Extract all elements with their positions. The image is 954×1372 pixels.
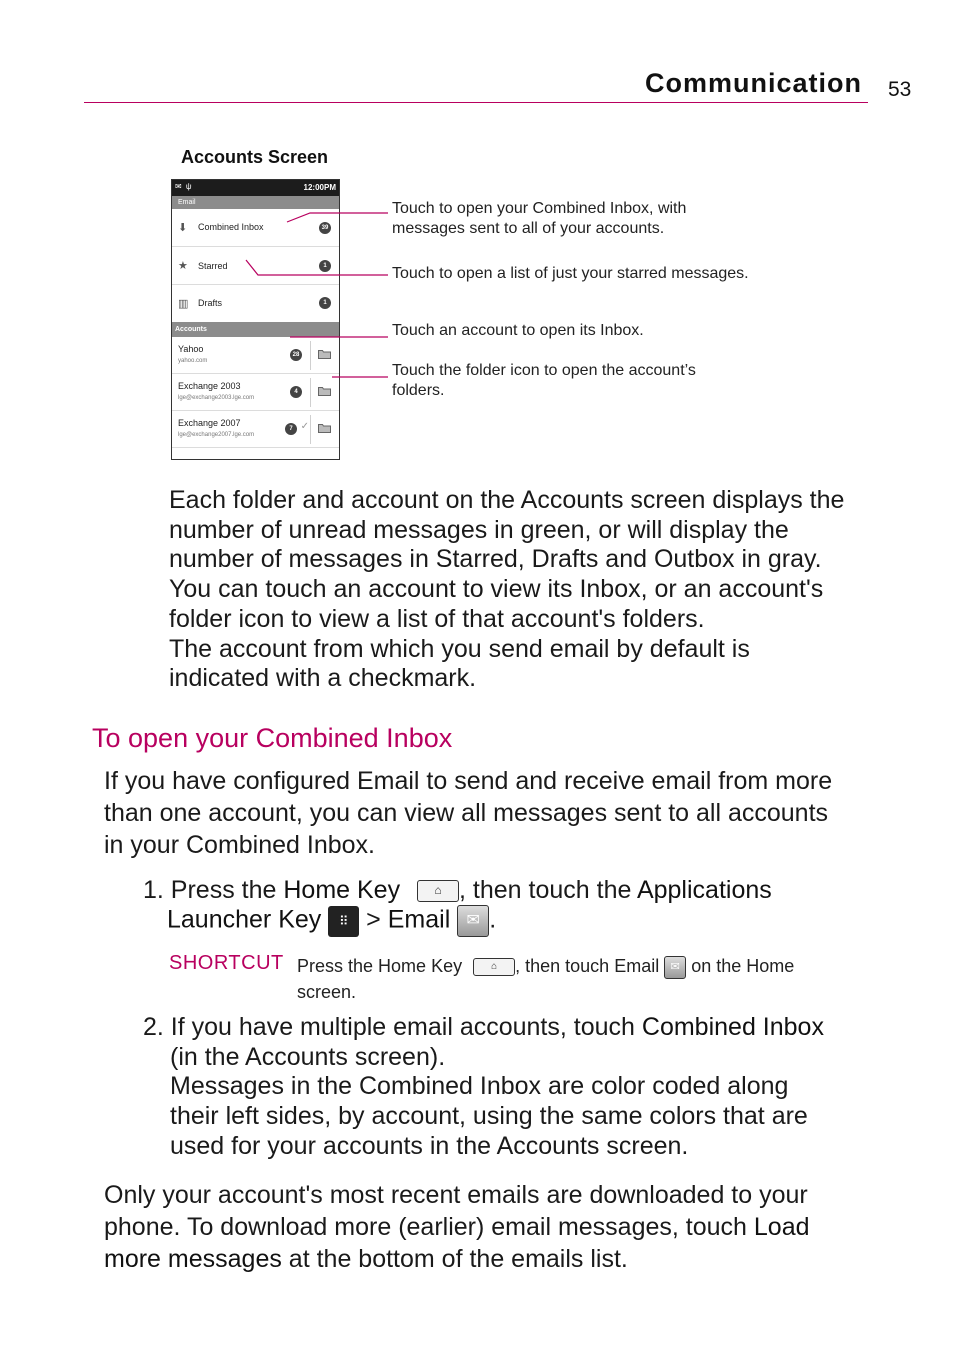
accounts-section-header: Accounts bbox=[172, 322, 339, 337]
inbox-icon: ⬇ bbox=[178, 222, 188, 234]
callout-lines bbox=[240, 200, 400, 390]
status-time: 12:00PM bbox=[303, 183, 336, 192]
callout-folder: Touch the folder icon to open the account’s folders. bbox=[392, 362, 696, 399]
account-name: Exchange 2003 bbox=[178, 381, 241, 391]
step-text: 1. Press the bbox=[143, 876, 284, 904]
step-text: . bbox=[489, 905, 497, 934]
load-more-label: Load bbox=[753, 1213, 810, 1241]
account-row-exchange-2007 bbox=[172, 411, 339, 448]
default-account-checkmark-icon: ✓ bbox=[300, 421, 309, 432]
account-address: lge@exchange2003.lge.com bbox=[178, 395, 255, 401]
account-address: yahoo.com bbox=[178, 358, 208, 364]
step-2 bbox=[143, 1013, 824, 1162]
drafts-icon: ▥ bbox=[178, 298, 189, 310]
step-text: > bbox=[359, 905, 388, 934]
text-line: indicated with a checkmark. bbox=[169, 664, 477, 693]
row-label: Drafts bbox=[198, 298, 223, 308]
section-heading: To open your Combined Inbox bbox=[92, 723, 453, 753]
status-bar bbox=[172, 180, 339, 196]
applications-label: Applications bbox=[636, 876, 772, 904]
email-app-icon: ✉ bbox=[664, 956, 686, 979]
app-title-bar: Email bbox=[172, 196, 339, 209]
text-line: in your Combined Inbox. bbox=[104, 831, 375, 859]
step-1-line-2 bbox=[167, 905, 496, 937]
star-icon: ★ bbox=[178, 260, 188, 272]
step-text: , then touch the bbox=[459, 876, 637, 904]
download-paragraph bbox=[104, 1179, 810, 1275]
home-key-icon: ⌂ bbox=[417, 880, 459, 902]
text-line: used for your accounts in the Accounts screen. bbox=[170, 1131, 689, 1160]
text-line: You can touch an account to view its Inbox, or an account's bbox=[169, 575, 824, 604]
load-more-label: more messages bbox=[104, 1245, 282, 1273]
shortcut-text bbox=[297, 953, 857, 1005]
step-text: 2. If you have multiple email accounts, touch bbox=[143, 1013, 642, 1041]
text-line: their left sides, by account, using the same colors that are bbox=[170, 1102, 808, 1131]
section-title: Communication bbox=[645, 68, 863, 98]
callout-starred: Touch to open a list of just your starred messages. bbox=[392, 265, 749, 282]
text-line: Only your account's most recent emails are downloaded to your bbox=[104, 1181, 808, 1209]
callout-combined-inbox: Touch to open your Combined Inbox, with messages sent to all of your accounts. bbox=[392, 200, 687, 237]
unread-count-badge: 39 bbox=[319, 222, 331, 234]
callout-account: Touch an account to open its Inbox. bbox=[392, 322, 644, 339]
text-line: Messages in the Combined Inbox are color coded along bbox=[170, 1072, 789, 1101]
home-key-label: Home Key bbox=[378, 956, 463, 976]
step-1-line-1 bbox=[143, 876, 772, 906]
text-line: number of messages in Starred, Drafts and Outbox in gray. bbox=[169, 545, 822, 574]
text-part: at the bottom of the emails list. bbox=[281, 1245, 628, 1273]
callout-line-starred bbox=[246, 260, 388, 275]
account-name: Exchange 2007 bbox=[178, 418, 241, 428]
shortcut-text-part: on the Home bbox=[686, 956, 795, 976]
folder-icon bbox=[318, 423, 331, 433]
intro-paragraph bbox=[169, 486, 844, 694]
text-line: (in the Accounts screen). bbox=[170, 1042, 446, 1071]
divider bbox=[310, 415, 311, 444]
shortcut-text-part: screen. bbox=[297, 982, 357, 1002]
count-badge: 1 bbox=[319, 297, 331, 309]
page-number: 53 bbox=[888, 78, 912, 101]
shortcut-label: SHORTCUT bbox=[169, 952, 284, 974]
status-icons: ✉ ψ bbox=[175, 182, 193, 191]
home-key-icon: ⌂ bbox=[473, 958, 515, 976]
text-line: Each folder and account on the Accounts screen displays the bbox=[169, 486, 845, 514]
count-badge: 1 bbox=[319, 260, 331, 272]
text-line: If you have configured Email to send and receive email from more bbox=[104, 767, 833, 795]
email-app-icon: ✉ bbox=[457, 905, 489, 937]
row-label: Combined Inbox bbox=[198, 222, 264, 232]
unread-count-badge: 28 bbox=[290, 349, 302, 361]
text-line: The account from which you send email by default is bbox=[169, 634, 750, 663]
row-label: Starred bbox=[198, 261, 228, 271]
unread-count-badge: 7 bbox=[285, 423, 297, 435]
email-label: Email bbox=[387, 905, 451, 934]
text-line: folder icon to view a list of that account's folders. bbox=[169, 604, 705, 633]
launcher-key-label: Launcher Key bbox=[167, 905, 322, 934]
home-key-label: Home Key bbox=[283, 876, 401, 904]
combined-inbox-label: Combined Inbox bbox=[641, 1013, 824, 1041]
callout-line-combined bbox=[287, 213, 388, 222]
text-line: number of unread messages in green, or will display the bbox=[169, 515, 789, 544]
unread-count-badge: 4 bbox=[290, 386, 302, 398]
text-line: than one account, you can view all messages sent to all accounts bbox=[104, 799, 829, 827]
figure-caption: Accounts Screen bbox=[181, 147, 329, 167]
account-name: Yahoo bbox=[178, 344, 204, 354]
text-part: phone. To download more (earlier) email messages, touch bbox=[104, 1213, 754, 1241]
account-address: lge@exchange2007.lge.com bbox=[178, 432, 255, 438]
applications-launcher-icon: ⠿ bbox=[328, 906, 359, 937]
header-rule bbox=[84, 102, 868, 103]
shortcut-text-part: , then touch bbox=[515, 956, 615, 976]
email-label: Email bbox=[614, 956, 660, 976]
combined-inbox-paragraph bbox=[104, 765, 832, 861]
shortcut-text-part: Press the bbox=[297, 956, 379, 976]
